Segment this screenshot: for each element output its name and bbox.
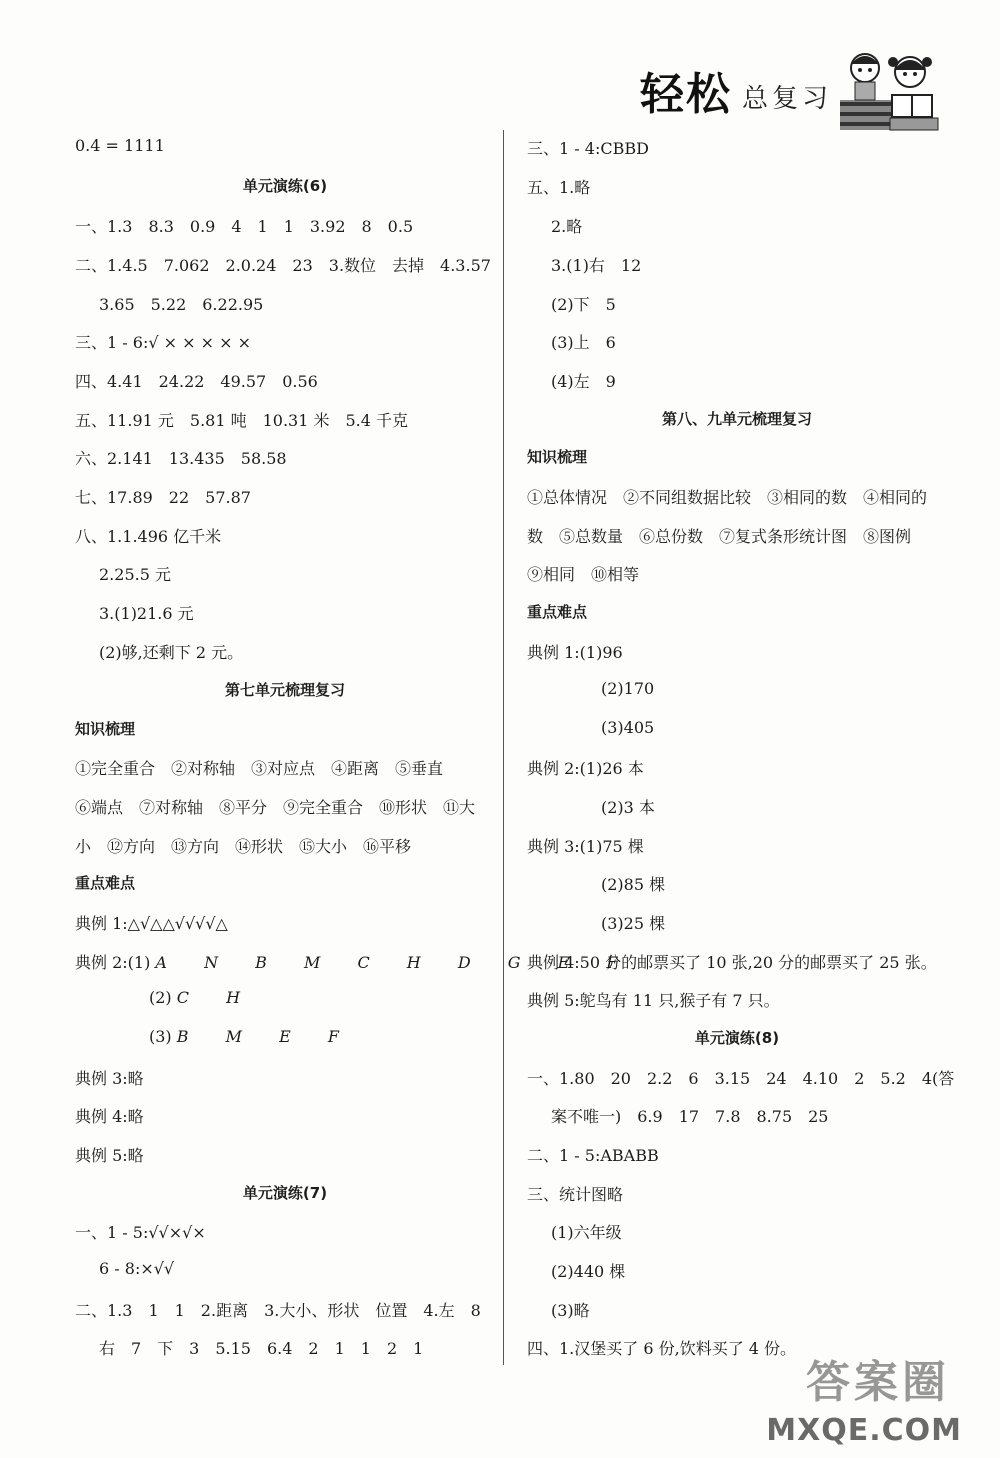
text-line: 三、1 - 4:CBBD bbox=[527, 139, 649, 158]
text-line: ⑨相同 ⑩相等 bbox=[527, 565, 640, 584]
text-line: (1)六年级 bbox=[551, 1223, 622, 1242]
text-line: (2)下 5 bbox=[551, 295, 616, 314]
text-line: (3)405 bbox=[601, 718, 655, 737]
text-line: 3.65 5.22 6.22.95 bbox=[99, 295, 264, 314]
text-line: (4)左 9 bbox=[551, 372, 616, 391]
subheading: 重点难点 bbox=[75, 874, 136, 892]
text-line: 三、统计图略 bbox=[527, 1185, 624, 1204]
text-line: 二、1.3 1 1 2.距离 3.大小、形状 位置 4.左 8 bbox=[75, 1301, 481, 1320]
text-line: ⑥端点 ⑦对称轴 ⑧平分 ⑨完全重合 ⑩形状 ⑪大 bbox=[75, 798, 476, 817]
point-letters: B M E F bbox=[176, 1027, 355, 1046]
text-line: 一、1 - 5:√√×√× bbox=[75, 1223, 206, 1242]
text-line: 一、1.80 20 2.2 6 3.15 24 4.10 2 5.2 4(答 bbox=[527, 1069, 955, 1088]
text-line: 典例 3:(1)75 棵 bbox=[527, 837, 644, 856]
text-line: (2)440 棵 bbox=[551, 1262, 626, 1281]
item-label: (3) bbox=[149, 1027, 172, 1046]
example-label: 典例 2:(1) bbox=[75, 953, 151, 972]
column-divider bbox=[503, 130, 504, 1365]
site-watermark bbox=[750, 1348, 980, 1458]
text-line: 3.(1)右 12 bbox=[551, 256, 642, 275]
text-line: ①完全重合 ②对称轴 ③对应点 ④距离 ⑤垂直 bbox=[75, 759, 444, 778]
text-line: 三、1 - 6:√ × × × × × bbox=[75, 333, 251, 352]
point-letters: C H bbox=[176, 988, 257, 1007]
text-line: 右 7 下 3 5.15 6.4 2 1 1 2 1 bbox=[99, 1339, 424, 1358]
watermark-url: MXQE.COM bbox=[766, 1413, 962, 1448]
point-letters: A N B M C H D G E F bbox=[155, 953, 634, 972]
logo-title: 轻松 bbox=[640, 69, 732, 120]
section-heading: 第八、九单元梳理复习 bbox=[661, 410, 812, 428]
text-line: (2)3 本 bbox=[601, 798, 655, 817]
logo-subtitle: 总复习 bbox=[742, 84, 833, 114]
section-heading: 第七单元梳理复习 bbox=[224, 681, 345, 699]
text-line: 五、1.略 bbox=[527, 178, 591, 197]
text-line: 四、1.汉堡买了 6 份,饮料买了 4 份。 bbox=[527, 1339, 797, 1358]
text-line bbox=[149, 988, 256, 1007]
header-logo bbox=[630, 40, 950, 140]
text-line: (3)上 6 bbox=[551, 333, 616, 352]
watermark-logo: 答案圈 bbox=[806, 1357, 950, 1408]
text-line: 6 - 8:×√√ bbox=[99, 1259, 175, 1278]
text-line: (2)85 棵 bbox=[601, 875, 666, 894]
text-line bbox=[149, 1027, 355, 1046]
subheading: 重点难点 bbox=[527, 603, 588, 621]
text-line: 小 ⑫方向 ⑬方向 ⑭形状 ⑮大小 ⑯平移 bbox=[75, 837, 412, 856]
text-line: 0.4 = 1111 bbox=[75, 136, 165, 155]
text-line: 典例 5:鸵鸟有 11 只,猴子有 7 只。 bbox=[527, 991, 780, 1010]
text-line: 典例 3:略 bbox=[75, 1069, 144, 1088]
text-line: 五、11.91 元 5.81 吨 10.31 米 5.4 千克 bbox=[75, 411, 409, 430]
text-line: (3)25 棵 bbox=[601, 914, 666, 933]
text-line: 2.25.5 元 bbox=[99, 565, 171, 584]
item-label: (2) bbox=[149, 988, 172, 1007]
text-line: 案不唯一) 6.9 17 7.8 8.75 25 bbox=[551, 1107, 829, 1126]
children-reading-icon bbox=[830, 40, 940, 135]
text-line: ①总体情况 ②不同组数据比较 ③相同的数 ④相同的 bbox=[527, 488, 928, 507]
text-line: 典例 4:略 bbox=[75, 1107, 144, 1126]
text-line: 八、1.1.496 亿千米 bbox=[75, 527, 222, 546]
text-line: 典例 4:50 分的邮票买了 10 张,20 分的邮票买了 25 张。 bbox=[527, 953, 937, 972]
text-line: 典例 1:(1)96 bbox=[527, 643, 623, 662]
subheading: 知识梳理 bbox=[75, 720, 136, 738]
text-line: 典例 1:△√△△√√√√△ bbox=[75, 914, 228, 933]
text-line: (2)170 bbox=[601, 679, 655, 698]
text-line: 二、1.4.5 7.062 2.0.24 23 3.数位 去掉 4.3.57 bbox=[75, 256, 491, 275]
text-line: 数 ⑤总数量 ⑥总份数 ⑦复式条形统计图 ⑧图例 bbox=[527, 527, 912, 546]
text-line: 七、17.89 22 57.87 bbox=[75, 488, 251, 507]
text-line: 四、4.41 24.22 49.57 0.56 bbox=[75, 372, 318, 391]
text-line: 典例 5:略 bbox=[75, 1146, 144, 1165]
section-heading: 单元演练(7) bbox=[242, 1184, 328, 1202]
text-line: 一、1.3 8.3 0.9 4 1 1 3.92 8 0.5 bbox=[75, 217, 414, 236]
section-heading: 单元演练(8) bbox=[694, 1029, 780, 1047]
text-line: 典例 2:(1)26 本 bbox=[527, 759, 644, 778]
text-line: (3)略 bbox=[551, 1301, 590, 1320]
text-line: 六、2.141 13.435 58.58 bbox=[75, 449, 287, 468]
subheading: 知识梳理 bbox=[527, 448, 588, 466]
text-line: (2)够,还剩下 2 元。 bbox=[99, 643, 244, 662]
text-line: 2.略 bbox=[551, 217, 583, 236]
text-line: 二、1 - 5:ABABB bbox=[527, 1146, 659, 1165]
text-line: 3.(1)21.6 元 bbox=[99, 604, 194, 623]
section-heading: 单元演练(6) bbox=[242, 177, 328, 195]
